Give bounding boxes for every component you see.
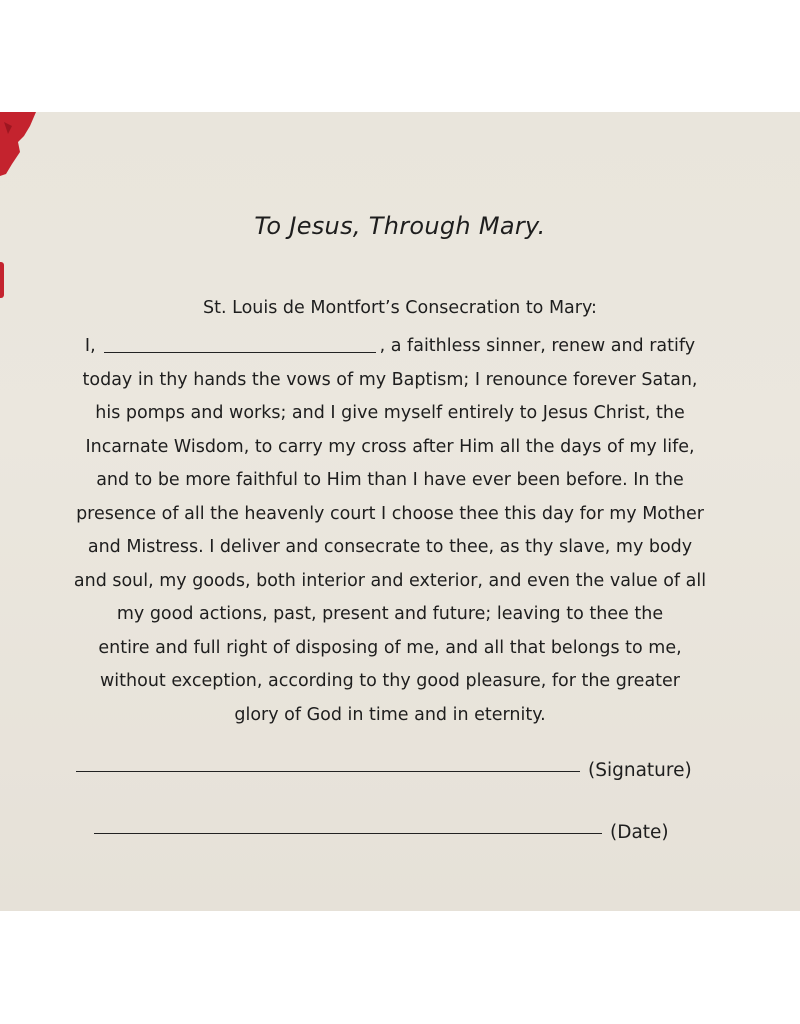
text-line: glory of God in time and in eternity. [234,704,546,725]
date-line-field[interactable] [94,833,602,834]
text-line: today in thy hands the vows of my Baptism; I renounce forever Satan, [82,369,698,390]
text-line: his pomps and works; and I give myself entirely to Jesus Christ, the [95,403,685,423]
text-line: and soul, my goods, both interior and exterior, and even the value of all [73,570,707,591]
signature-row [76,760,716,781]
first-line [50,330,730,364]
text-line: entire and full right of disposing of me, and all that belongs to me, [98,637,682,658]
first-line-prefix: I, [84,336,96,356]
signature-line-field[interactable] [76,771,580,772]
red-edge-decoration [0,262,4,298]
text-line: and Mistress. I deliver and consecrate to thee, as thy slave, my body [87,537,693,557]
text-line: and to be more faithful to Him than I have ever been before. In the [96,470,684,490]
text-line: my good actions, past, present and future; leaving to thee the [116,604,664,624]
text-line: presence of all the heavenly court I choose thee this day for my Mother [76,503,704,524]
signature-label: (Signature) [588,760,692,781]
page-title: To Jesus, Through Mary. [254,212,546,240]
consecration-heading: St. Louis de Montfort’s Consecration to Mary: [203,298,597,318]
red-corner-decoration [0,112,40,182]
document-photo [0,112,800,911]
consecration-text [50,330,730,732]
first-line-suffix: , a faithless sinner, renew and ratify [379,336,696,356]
text-line: without exception, according to thy good pleasure, for the greater [99,671,680,691]
text-line: Incarnate Wisdom, to carry my cross after Him all the days of my life, [85,436,695,457]
name-blank-field[interactable] [104,352,376,353]
date-label: (Date) [610,822,669,843]
date-row [94,822,734,843]
